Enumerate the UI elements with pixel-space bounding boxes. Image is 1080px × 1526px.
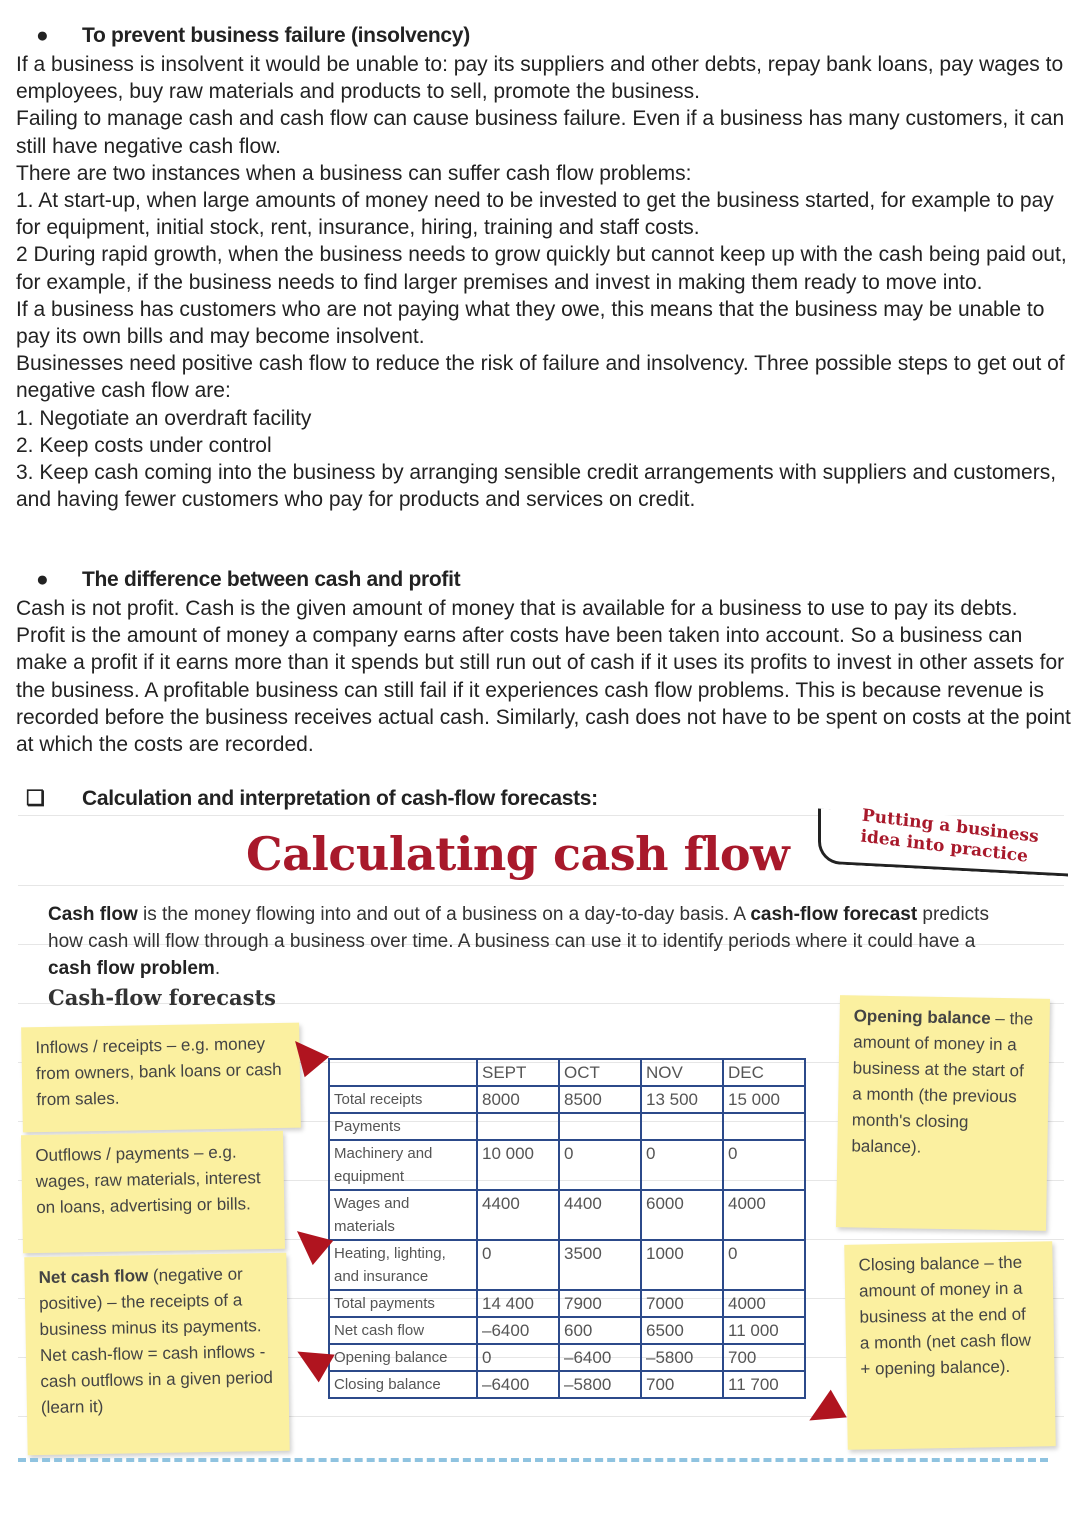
table-cell: 14 400 [477,1290,559,1317]
table-cell: 7900 [559,1290,641,1317]
table-cell: 0 [641,1140,723,1190]
table-cell: 13 500 [641,1086,723,1113]
table-row [329,1190,805,1240]
table-cell: 4000 [723,1190,805,1240]
table-cell: –5800 [641,1344,723,1371]
table-row [329,1344,805,1371]
table-cell: 700 [641,1371,723,1398]
note-closing-balance: Closing balance – the amount of money in a business at the end of a month (net cash flow + opening balance). [844,1241,1056,1450]
table-cell: 8000 [477,1086,559,1113]
table-row [329,1317,805,1344]
table-cell: –6400 [559,1344,641,1371]
table-cell [477,1113,559,1140]
figure-tag: Putting a business idea into practice [818,808,1068,876]
table-cell: 15 000 [723,1086,805,1113]
table-cell [723,1113,805,1140]
row-label: Total receipts [329,1086,477,1113]
note-outflows: Outflows / payments – e.g. wages, raw materials, interest on loans, advertising or bills. [21,1131,285,1254]
table-cell: 0 [723,1240,805,1290]
table-cell: 7000 [641,1290,723,1317]
table-cell: 600 [559,1317,641,1344]
table-row [329,1140,805,1190]
table-row [329,1371,805,1398]
row-label: Opening balance [329,1344,477,1371]
row-label: Heating, lighting, and insurance [329,1240,477,1290]
table-cell: 0 [477,1240,559,1290]
table-cell: –6400 [477,1371,559,1398]
heading-forecasts: ❏ Calculation and interpretation of cash-flow forecasts: [26,787,598,810]
note-net-cash-flow: Net cash flow (negative or positive) – the receipts of a business minus its payments. Net cash-flow = cash inflows - cash outflows in a given period (learn it) [24,1253,289,1456]
row-label: Payments [329,1113,477,1140]
table-row [329,1086,805,1113]
table-cell: 8500 [559,1086,641,1113]
row-label: Wages and materials [329,1190,477,1240]
table-cell: 4000 [723,1290,805,1317]
divider [18,1458,1048,1462]
row-label: Machinery and equipment [329,1140,477,1190]
table-row [329,1290,805,1317]
insolvency-text: If a business is insolvent it would be unable to: pay its suppliers and other debts, repay bank loans, pay wages to employees, buy raw materials and products to sell, promote the business. Failing to manage cash and cash flow can cause business failure. Even if a business has many customers, it can still have negative cash flow. There are two instances when a business can suffer cash flow problems: 1. At start-up, when large amounts of money need to be invested to get the business started, for example to pay for equipment, initial stock, rent, insurance, hiring, training and staff costs. 2 During rapid growth, when the business needs to grow quickly but cannot keep up with the cash being paid out, for example, if the business needs to find larger premises and invest in making them ready to move into. If a business has customers who are not paying what they owe, this means that the business may be unable to pay its own bills and may become insolvent. Businesses need positive cash flow to reduce the risk of failure and insolvency. Three possible steps to get out of negative cash flow are: 1. Negotiate an overdraft facility 2. Keep costs under control 3. Keep cash coming into the business by arranging sensible credit arrangements with suppliers and customers, and having fewer customers who pay for products and services on credit. [16,53,1067,512]
table-cell: 11 000 [723,1317,805,1344]
figure-subheading: Cash-flow forecasts [48,985,276,1010]
figure-intro: Cash flow is the money flowing into and out of a business on a day-to-day basis. A cash-flow forecast predicts how cash will flow through a business over time. A business can use it to identify periods where it could have a cash flow problem. [48,904,989,979]
table-cell: 1000 [641,1240,723,1290]
cash-vs-profit-text: Cash is not profit. Cash is the given amount of money that is available for a business to use to pay its debts. Profit is the amount of money a company earns after costs have been taken into account. So a business can make a profit if it earns more than it spends but still run out of cash if it uses its profits to invest in other assets for the business. A profitable business can still fail if it experiences cash flow problems. This is because revenue is recorded before the business receives actual cash. Similarly, cash does not have to be spent on costs at the point at which the costs are recorded. [16,597,1071,757]
table-cell: 0 [723,1140,805,1190]
table-cell: 6500 [641,1317,723,1344]
heading-cash-vs-profit: ● The difference between cash and profit [36,568,461,591]
heading-insolvency: ● To prevent business failure (insolvency) [36,24,470,47]
table-header-row: SEPT OCT NOV DEC [329,1059,805,1086]
table-cell: 6000 [641,1190,723,1240]
table-row [329,1240,805,1290]
table-cell: 4400 [477,1190,559,1240]
table-cell: 4400 [559,1190,641,1240]
table-cell: 11 700 [723,1371,805,1398]
cash-flow-table [328,1058,806,1399]
table-row [329,1113,805,1140]
table-cell: 700 [723,1344,805,1371]
arrow-icon [287,1219,334,1265]
note-opening-balance: Opening balance – the amount of money in a business at the start of a month (the previous month's closing balance). [836,995,1050,1231]
table-cell [559,1113,641,1140]
table-cell [641,1113,723,1140]
table-cell: 0 [559,1140,641,1190]
row-label: Total payments [329,1290,477,1317]
figure-title: Calculating cash flow [246,827,790,881]
table-cell: 10 000 [477,1140,559,1190]
row-label: Net cash flow [329,1317,477,1344]
table-cell: –6400 [477,1317,559,1344]
table-cell: 0 [477,1344,559,1371]
row-label: Closing balance [329,1371,477,1398]
table-cell: 3500 [559,1240,641,1290]
arrow-icon [801,1390,846,1435]
table-cell: –5800 [559,1371,641,1398]
note-inflows: Inflows / receipts – e.g. money from owners, bank loans or cash from sales. [21,1023,301,1133]
cash-flow-figure [18,805,1064,1475]
